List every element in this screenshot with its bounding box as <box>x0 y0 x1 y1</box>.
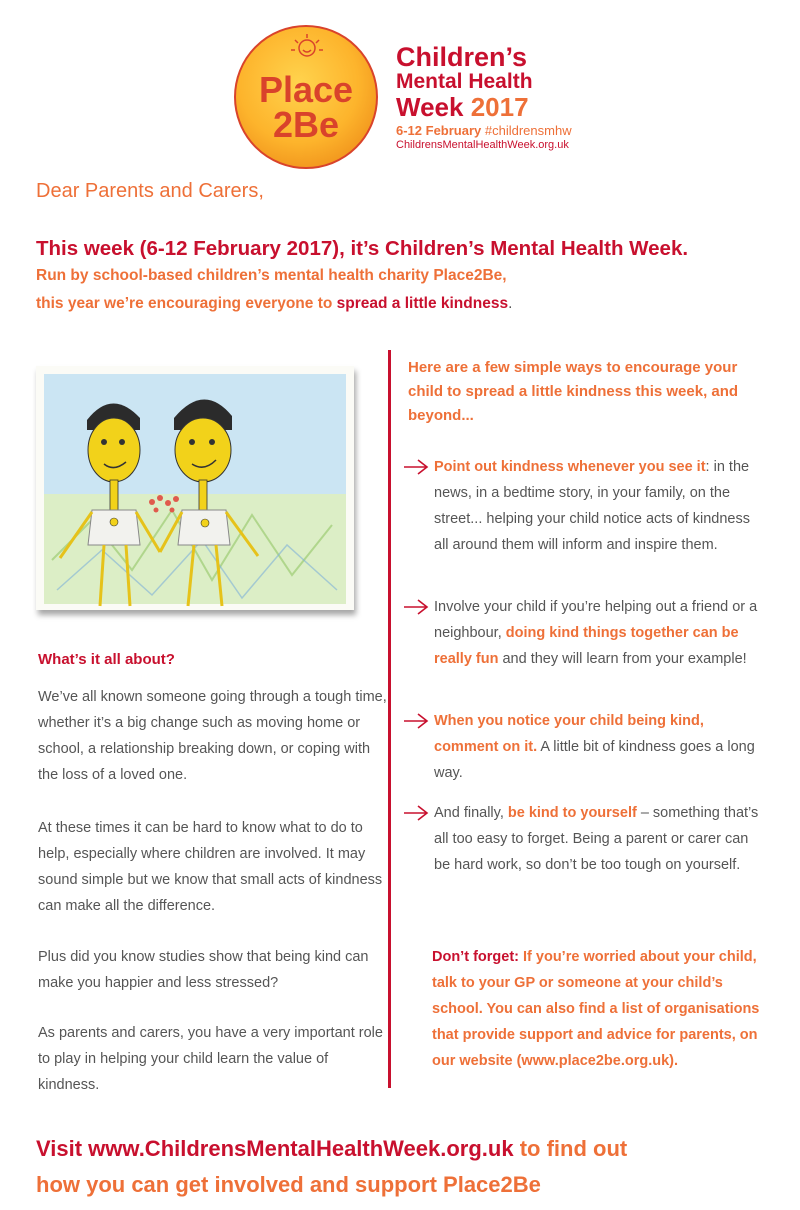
campaign-website: ChildrensMentalHealthWeek.org.uk <box>396 139 569 151</box>
tip-item-1 <box>402 454 762 558</box>
tip-3-post: A little bit of kindness goes a long way. <box>434 739 755 781</box>
place2be-logo <box>225 22 387 172</box>
footer-line-1 <box>36 1136 627 1162</box>
arrow-right-icon <box>402 712 430 730</box>
greeting: Dear Parents and Carers, <box>36 180 264 202</box>
intro-highlight: spread a little kindness <box>336 295 509 312</box>
left-heading: What’s it all about? <box>38 651 175 668</box>
tip-4-bold: be kind to yourself <box>507 805 637 821</box>
tip-2-post: and they will learn from your example! <box>498 651 747 667</box>
arrow-right-icon <box>402 804 430 822</box>
intro-line3-end: . <box>508 295 513 312</box>
child-drawing <box>32 360 362 622</box>
campaign-year: 2017 <box>470 92 529 122</box>
tip-2-pre: Involve your child if you’re helping out a friend or a neighbour, <box>434 599 758 641</box>
dont-forget-text: If you’re worried about your child, talk to your GP or someone at your child’s school. You can also find a list of organisations that provide support and advice for parents, on our website (www.place2be.org.uk). <box>432 949 760 1069</box>
footer-website-link[interactable]: Visit www.ChildrensMentalHealthWeek.org.uk <box>36 1136 514 1161</box>
campaign-dates: 6-12 February <box>396 123 482 138</box>
footer-line-2: how you can get involved and support Place2Be <box>36 1172 541 1197</box>
campaign-week: Week <box>396 92 464 122</box>
left-paragraph-2: At these times it can be hard to know what to do to help, especially where children are involved. It may sound simple but we know that small acts of kindness can make all the difference. <box>38 820 383 914</box>
dont-forget-label: Don’t forget: <box>432 949 519 965</box>
column-divider <box>388 350 391 1088</box>
arrow-right-icon <box>402 458 430 476</box>
campaign-line2: Mental Health <box>396 70 533 93</box>
campaign-line1: Children’s <box>396 42 528 72</box>
left-paragraph-4: As parents and carers, you have a very important role to play in helping your child learn the value of kindness. <box>38 1025 383 1093</box>
footer-line1-tail: to find out <box>513 1136 628 1161</box>
campaign-line3 <box>396 94 616 121</box>
left-paragraph-3: Plus did you know studies show that being kind can make you happier and less stressed? <box>38 949 369 991</box>
campaign-hashtag: #childrensmhw <box>484 123 572 138</box>
campaign-dates-row <box>396 123 616 138</box>
tip-item-3 <box>402 708 762 786</box>
tips-intro: Here are a few simple ways to encourage your child to spread a little kindness this week, and beyond... <box>408 359 739 424</box>
tip-4-post: – something that’s all too easy to forget. Being a parent or carer can be hard work, so don’t be too tough on yourself. <box>434 805 759 873</box>
campaign-title <box>396 44 616 152</box>
left-paragraph-1: We’ve all known someone going through a tough time, whether it’s a big change such as moving home or school, a relationship breaking down, or coping with the loss of a loved one. <box>38 689 387 783</box>
tip-2-bold: doing kind things together can be really fun <box>434 625 739 667</box>
intro-line3 <box>36 295 512 313</box>
tip-item-4 <box>402 800 762 878</box>
intro-headline: This week (6-12 February 2017), it’s Children’s Mental Health Week. <box>36 237 689 260</box>
intro-line3-pre: this year we’re encouraging everyone to <box>36 295 337 312</box>
dont-forget-note <box>432 944 772 1074</box>
tip-1-bold: Point out kindness whenever you see it <box>434 459 706 475</box>
logo-text-place: Place <box>258 69 354 110</box>
logo-text-2be: 2Be <box>272 104 340 145</box>
arrow-right-icon <box>402 598 430 616</box>
intro-line2: Run by school-based children’s mental health charity Place2Be, <box>36 267 507 284</box>
tip-item-2 <box>402 594 762 672</box>
tip-3-bold: When you notice your child being kind, comment on it. <box>434 713 704 755</box>
tip-1-post: : in the news, in a bedtime story, in your family, on the street... helping your child notice acts of kindness all around them will inform and inspire them. <box>434 459 750 553</box>
tip-4-pre: And finally, <box>434 805 508 821</box>
